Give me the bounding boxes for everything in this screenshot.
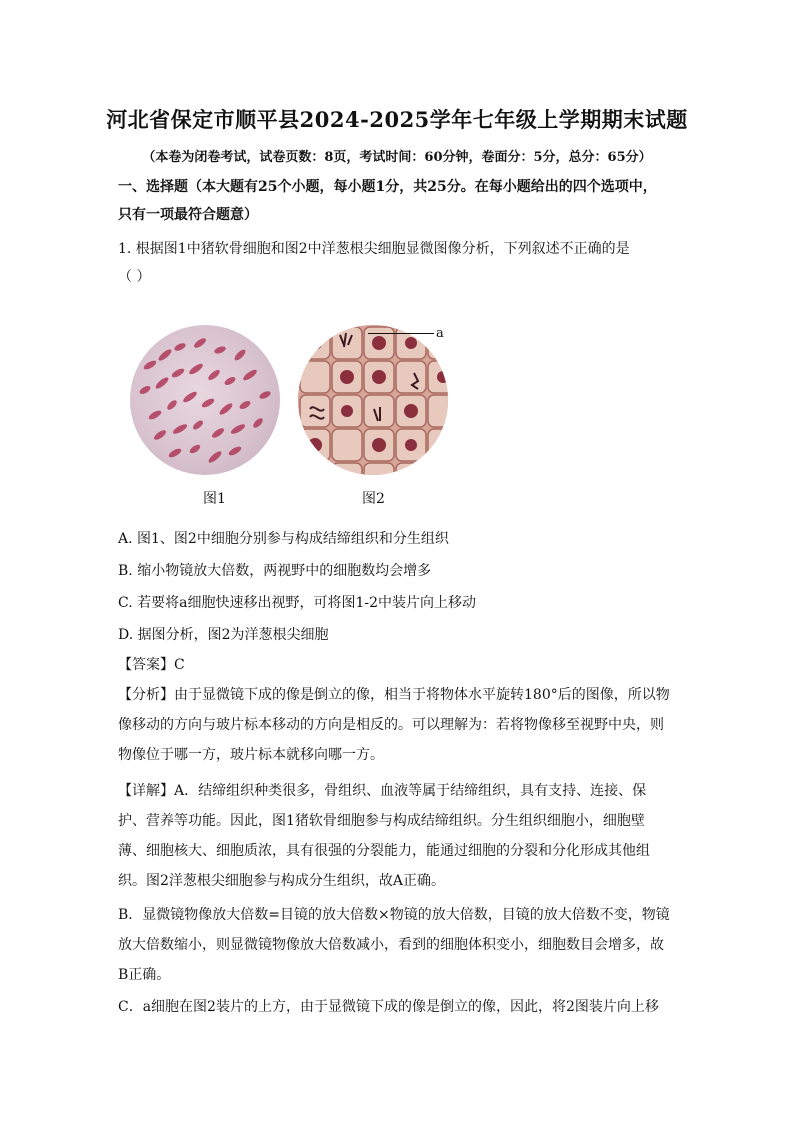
figure1-label: 图1 <box>203 491 226 507</box>
onion-root-cells-image <box>298 325 448 475</box>
marker-a-label: a <box>436 326 444 341</box>
option-a: A. 图1、图2中细胞分别参与构成结缔组织和分生组织 <box>118 531 449 547</box>
marker-pointer-line <box>368 333 434 334</box>
detail-line-4: 织。图2洋葱根尖细胞参与构成分生组织，故A正确。 <box>118 873 446 889</box>
detail-line-6: 放大倍数缩小，则显微镜物像放大倍数减小，看到的细胞体积变小，细胞数目会增多，故 <box>118 937 664 953</box>
option-b: B. 缩小物镜放大倍数，两视野中的细胞数均会增多 <box>118 563 432 579</box>
figure-area <box>118 310 448 510</box>
detail-line-7: B正确。 <box>118 967 171 983</box>
detail-line-3: 薄、细胞核大、细胞质浓，具有很强的分裂能力，能通过细胞的分裂和分化形成其他组 <box>118 843 650 859</box>
detail-line-8: C．a细胞在图2装片的上方，由于显微镜下成的像是倒立的像，因此，将2图装片向上移 <box>118 999 659 1015</box>
detail-line-5: B．显微镜物像放大倍数=目镜的放大倍数×物镜的放大倍数，目镜的放大倍数不变，物镜 <box>118 907 670 923</box>
exam-note: （本卷为闭卷考试，试卷页数：8页，考试时间：60分钟，卷面分：5分，总分：65分） <box>142 150 652 165</box>
analysis-line-1: 【分析】由于显微镜下成的像是倒立的像，相当于将物体水平旋转180°后的图像，所以物 <box>118 687 670 703</box>
figure2-onion-root-micrograph <box>298 325 448 475</box>
detail-line-1: 【详解】A．结缔组织种类很多，骨组织、血液等属于结缔组织，具有支持、连接、保 <box>118 783 647 799</box>
question-stem-line1: 1. 根据图1中猪软骨细胞和图2中洋葱根尖细胞显微图像分析，下列叙述不正确的是 <box>118 241 630 257</box>
detail-line-2: 护、营养等功能。因此，图1猪软骨细胞参与构成结缔组织。分生组织细胞小，细胞壁 <box>118 813 645 829</box>
question-stem-line2: （ ） <box>118 269 151 285</box>
answer-line: 【答案】C <box>118 657 185 673</box>
page-title: 河北省保定市顺平县2024-2025学年七年级上学期期末试题 <box>106 107 688 132</box>
section-heading-line2: 只有一项最符合题意） <box>118 207 258 223</box>
option-d: D. 据图分析，图2为洋葱根尖细胞 <box>118 627 329 643</box>
figure2-label: 图2 <box>362 491 385 507</box>
analysis-line-2: 像移动的方向与玻片标本移动的方向是相反的。可以理解为：若将物像移至视野中央，则 <box>118 717 664 733</box>
section-heading-line1: 一、选择题（本大题有25个小题，每小题1分，共25分。在每小题给出的四个选项中， <box>118 179 657 195</box>
figure1-cartilage-micrograph <box>130 325 280 475</box>
analysis-line-3: 物像位于哪一方，玻片标本就移向哪一方。 <box>118 747 384 763</box>
option-c: C. 若要将a细胞快速移出视野，可将图1-2中装片向上移动 <box>118 595 477 611</box>
cartilage-cells-image <box>130 325 280 475</box>
